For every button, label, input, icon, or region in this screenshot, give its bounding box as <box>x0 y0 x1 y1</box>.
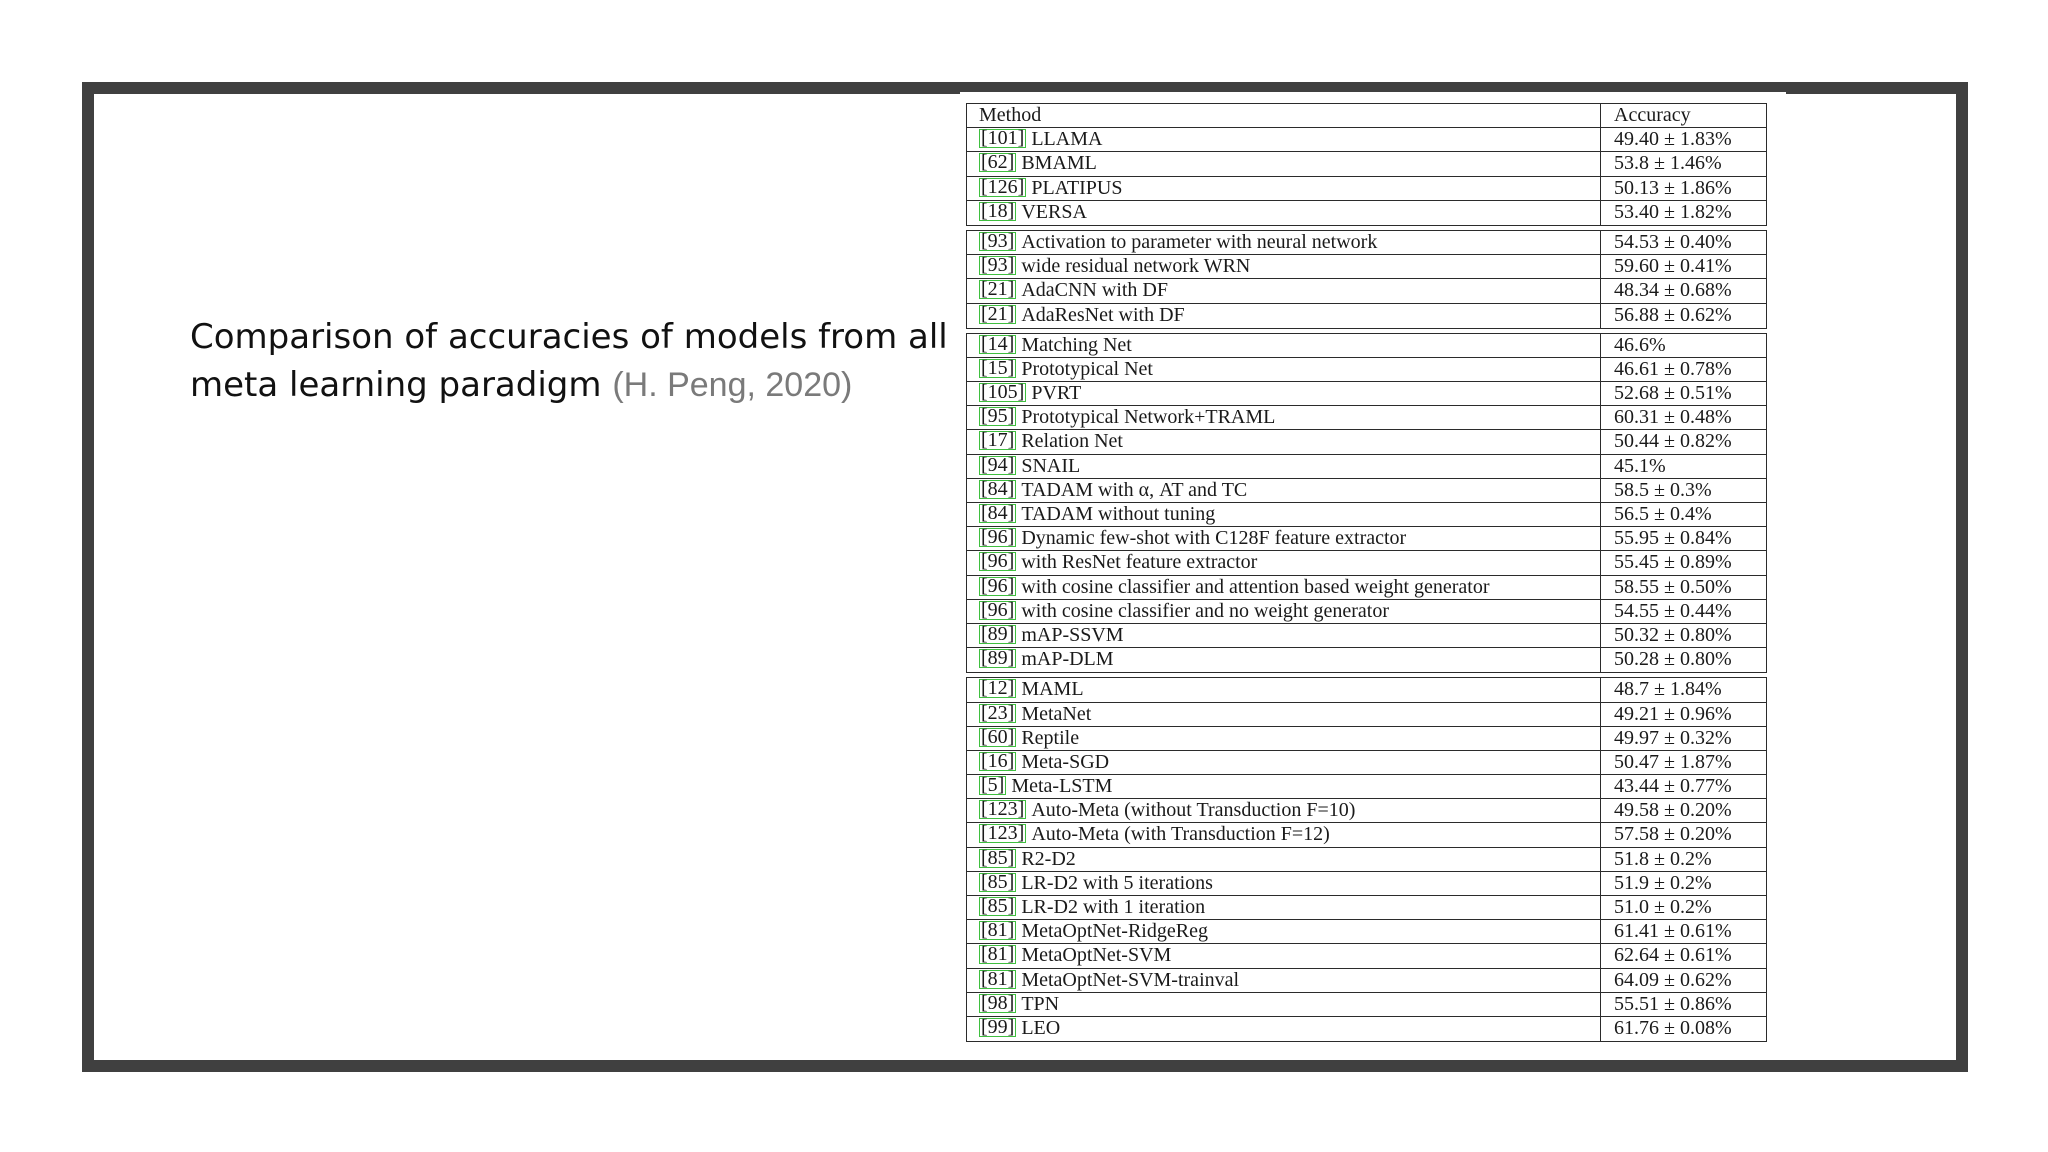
table-row <box>967 358 1766 382</box>
method-cell <box>967 576 1601 599</box>
citation-link[interactable]: [12] <box>981 678 1015 700</box>
method-name: AdaResNet with DF <box>1021 303 1185 326</box>
accuracy-cell: 55.45 ± 0.89% <box>1614 551 1732 574</box>
method-cell <box>967 201 1601 225</box>
table-row <box>967 334 1766 358</box>
table-row <box>967 703 1766 727</box>
table-row <box>967 231 1766 255</box>
method-name: VERSA <box>1021 200 1087 223</box>
method-name: TPN <box>1021 992 1060 1015</box>
table-row <box>967 430 1766 454</box>
method-cell <box>967 751 1601 774</box>
table-row <box>967 799 1766 823</box>
table-row <box>967 896 1766 920</box>
method-cell <box>967 551 1601 574</box>
method-cell <box>967 944 1601 967</box>
method-cell <box>967 823 1601 846</box>
citation-link[interactable]: [84] <box>981 503 1015 524</box>
method-cell <box>967 406 1601 429</box>
method-name: Matching Net <box>1021 333 1132 356</box>
method-name: PVRT <box>1031 382 1082 405</box>
table-row <box>967 648 1766 672</box>
table-row <box>967 751 1766 775</box>
accuracy-cell: 59.60 ± 0.41% <box>1614 255 1732 278</box>
citation-link[interactable]: [23] <box>981 702 1015 724</box>
table-group <box>966 333 1767 674</box>
citation-link[interactable]: [16] <box>981 750 1015 772</box>
citation-link[interactable]: [85] <box>981 847 1015 869</box>
table-row <box>967 406 1766 430</box>
method-cell <box>967 503 1601 526</box>
accuracy-cell: 50.28 ± 0.80% <box>1614 648 1732 671</box>
method-cell <box>967 872 1601 895</box>
citation-link[interactable]: [93] <box>981 230 1015 252</box>
citation-link[interactable]: [123] <box>981 823 1025 845</box>
accuracy-cell: 51.8 ± 0.2% <box>1614 847 1712 870</box>
table-row <box>967 382 1766 406</box>
accuracy-cell: 54.53 ± 0.40% <box>1614 230 1732 253</box>
table-row <box>967 920 1766 944</box>
accuracy-cell: 51.0 ± 0.2% <box>1614 896 1712 918</box>
citation-link[interactable]: [85] <box>981 896 1015 917</box>
table-row <box>967 201 1766 225</box>
table-row <box>967 600 1766 624</box>
table-row <box>967 479 1766 503</box>
accuracy-cell: 61.76 ± 0.08% <box>1614 1016 1732 1039</box>
accuracy-cell: 46.61 ± 0.78% <box>1614 357 1732 380</box>
table-header-block <box>966 103 1767 226</box>
citation-link[interactable]: [21] <box>981 279 1015 301</box>
accuracy-cell: 48.7 ± 1.84% <box>1614 678 1722 701</box>
method-name: Reptile <box>1021 726 1080 749</box>
method-name: LEO <box>1021 1016 1061 1039</box>
citation-link[interactable]: [14] <box>981 333 1015 355</box>
table-row <box>967 823 1766 847</box>
citation-link[interactable]: [96] <box>981 551 1015 573</box>
table-row <box>967 727 1766 751</box>
method-name: TADAM without tuning <box>1021 503 1216 525</box>
citation-link[interactable]: [89] <box>981 623 1015 645</box>
method-cell <box>967 703 1601 726</box>
table-row <box>967 944 1766 968</box>
method-cell <box>967 231 1601 254</box>
method-cell <box>967 479 1601 502</box>
slide-caption <box>190 313 950 409</box>
table-row <box>967 177 1766 201</box>
accuracy-cell: 43.44 ± 0.77% <box>1614 775 1732 798</box>
accuracy-cell: 62.64 ± 0.61% <box>1614 944 1732 967</box>
table-row <box>967 279 1766 303</box>
accuracy-cell: 49.40 ± 1.83% <box>1614 128 1732 151</box>
table-group <box>966 677 1767 1042</box>
method-cell <box>967 600 1601 623</box>
table-row <box>967 678 1766 702</box>
accuracy-cell: 60.31 ± 0.48% <box>1614 406 1732 429</box>
table-row <box>967 503 1766 527</box>
table-row <box>967 993 1766 1017</box>
method-cell <box>967 775 1601 798</box>
method-name: Activation to parameter with neural network <box>1021 230 1378 253</box>
method-name: R2-D2 <box>1021 847 1076 870</box>
accuracy-cell: 53.40 ± 1.82% <box>1614 200 1732 223</box>
method-name: MetaOptNet-SVM <box>1021 944 1172 967</box>
table-group <box>966 230 1767 329</box>
method-name: PLATIPUS <box>1031 176 1123 199</box>
method-cell <box>967 382 1601 405</box>
accuracy-cell: 49.58 ± 0.20% <box>1614 799 1732 822</box>
header-accuracy: Accuracy <box>1614 104 1691 126</box>
method-cell <box>967 1017 1601 1041</box>
accuracy-cell: 56.88 ± 0.62% <box>1614 303 1732 326</box>
accuracy-cell: 57.58 ± 0.20% <box>1614 823 1732 846</box>
method-name: wide residual network WRN <box>1021 255 1251 278</box>
caption-citation: (H. Peng, 2020) <box>612 366 853 404</box>
accuracy-cell: 64.09 ± 0.62% <box>1614 968 1732 991</box>
table-row <box>967 576 1766 600</box>
accuracy-cell: 54.55 ± 0.44% <box>1614 599 1732 622</box>
method-name: SNAIL <box>1021 454 1081 477</box>
method-cell <box>967 430 1601 453</box>
method-name: Prototypical Net <box>1021 357 1153 380</box>
citation-link[interactable]: [93] <box>981 255 1015 277</box>
table-row <box>967 255 1766 279</box>
method-cell <box>967 177 1601 200</box>
table-header-row <box>967 104 1766 128</box>
table-row <box>967 872 1766 896</box>
method-cell <box>967 128 1601 151</box>
method-name: LLAMA <box>1031 128 1103 151</box>
method-cell <box>967 993 1601 1016</box>
citation-link[interactable]: [84] <box>981 478 1015 500</box>
accuracy-cell: 48.34 ± 0.68% <box>1614 279 1732 302</box>
table-row <box>967 551 1766 575</box>
accuracy-table <box>960 92 1786 1046</box>
accuracy-cell: 58.5 ± 0.3% <box>1614 478 1712 501</box>
citation-link[interactable]: [95] <box>981 406 1015 428</box>
accuracy-cell: 55.51 ± 0.86% <box>1614 992 1732 1015</box>
accuracy-cell: 55.95 ± 0.84% <box>1614 527 1732 550</box>
method-cell <box>967 920 1601 943</box>
citation-link[interactable]: [81] <box>981 920 1015 942</box>
method-cell <box>967 848 1601 871</box>
method-cell <box>967 896 1601 919</box>
method-name: with cosine classifier and attention based weight generator <box>1021 575 1490 598</box>
citation-link[interactable]: [98] <box>981 992 1015 1014</box>
method-name: with ResNet feature extractor <box>1021 551 1258 574</box>
method-name: MetaNet <box>1021 702 1092 725</box>
accuracy-cell: 52.68 ± 0.51% <box>1614 382 1732 405</box>
table-row <box>967 304 1766 328</box>
header-method: Method <box>967 104 1601 127</box>
method-cell <box>967 648 1601 672</box>
method-name: Meta-LSTM <box>1011 775 1113 798</box>
method-cell <box>967 527 1601 550</box>
method-cell <box>967 358 1601 381</box>
citation-link[interactable]: [60] <box>981 726 1015 748</box>
table-row <box>967 969 1766 993</box>
citation-link[interactable]: [89] <box>981 648 1015 670</box>
method-cell <box>967 455 1601 478</box>
citation-link[interactable]: [17] <box>981 430 1015 452</box>
citation-link[interactable]: [5] <box>981 775 1005 797</box>
accuracy-cell: 53.8 ± 1.46% <box>1614 152 1722 175</box>
method-cell <box>967 624 1601 647</box>
method-name: AdaCNN with DF <box>1021 279 1168 302</box>
accuracy-cell: 50.32 ± 0.80% <box>1614 623 1732 646</box>
method-name: TADAM with α, AT and TC <box>1021 478 1248 501</box>
table-body <box>966 230 1786 1042</box>
accuracy-cell: 46.6% <box>1614 333 1666 356</box>
method-name: Prototypical Network+TRAML <box>1021 406 1276 429</box>
method-cell <box>967 304 1601 328</box>
accuracy-cell: 50.13 ± 1.86% <box>1614 176 1732 199</box>
method-name: MetaOptNet-SVM-trainval <box>1021 968 1240 991</box>
accuracy-cell: 50.47 ± 1.87% <box>1614 750 1732 773</box>
caption-text: Comparison of accuracies of models from all meta learning paradigm <box>190 317 948 405</box>
accuracy-cell: 49.21 ± 0.96% <box>1614 702 1732 725</box>
citation-link[interactable]: [85] <box>981 871 1015 893</box>
method-cell <box>967 152 1601 175</box>
citation-link[interactable]: [18] <box>981 200 1015 222</box>
accuracy-cell: 58.55 ± 0.50% <box>1614 575 1732 598</box>
table-row <box>967 848 1766 872</box>
method-name: BMAML <box>1021 152 1097 175</box>
method-name: with cosine classifier and no weight generator <box>1021 599 1389 622</box>
citation-link[interactable]: [96] <box>981 599 1015 621</box>
accuracy-cell: 56.5 ± 0.4% <box>1614 503 1712 525</box>
method-cell <box>967 727 1601 750</box>
citation-link[interactable]: [96] <box>981 527 1015 549</box>
method-name: Relation Net <box>1021 430 1123 453</box>
table-row <box>967 455 1766 479</box>
table-row <box>967 152 1766 176</box>
method-name: mAP-SSVM <box>1021 623 1124 646</box>
citation-link[interactable]: [15] <box>981 357 1015 379</box>
table-row <box>967 128 1766 152</box>
method-cell <box>967 255 1601 278</box>
citation-link[interactable]: [94] <box>981 454 1015 476</box>
method-cell <box>967 678 1601 701</box>
citation-link[interactable]: [126] <box>981 176 1025 198</box>
method-name: MAML <box>1021 678 1084 701</box>
citation-link[interactable]: [62] <box>981 152 1015 174</box>
accuracy-cell: 49.97 ± 0.32% <box>1614 726 1732 749</box>
method-cell <box>967 334 1601 357</box>
table-row <box>967 527 1766 551</box>
table-row <box>967 1017 1766 1041</box>
method-name: Meta-SGD <box>1021 750 1110 773</box>
citation-link[interactable]: [123] <box>981 799 1025 821</box>
method-name: mAP-DLM <box>1021 648 1114 671</box>
method-name: LR-D2 with 1 iteration <box>1021 896 1206 918</box>
method-name: LR-D2 with 5 iterations <box>1021 871 1213 894</box>
citation-link[interactable]: [101] <box>981 128 1025 150</box>
citation-link[interactable]: [105] <box>981 382 1025 404</box>
table-row <box>967 775 1766 799</box>
citation-link[interactable]: [99] <box>981 1016 1015 1038</box>
citation-link[interactable]: [81] <box>981 968 1015 990</box>
method-name: Auto-Meta (with Transduction F=12) <box>1031 823 1330 846</box>
citation-link[interactable]: [81] <box>981 944 1015 966</box>
citation-link[interactable]: [96] <box>981 575 1015 597</box>
accuracy-cell: 50.44 ± 0.82% <box>1614 430 1732 453</box>
accuracy-cell: 61.41 ± 0.61% <box>1614 920 1732 943</box>
method-cell <box>967 279 1601 302</box>
table-row <box>967 624 1766 648</box>
method-cell <box>967 799 1601 822</box>
accuracy-cell: 51.9 ± 0.2% <box>1614 871 1712 894</box>
method-name: Dynamic few-shot with C128F feature extractor <box>1021 527 1407 550</box>
citation-link[interactable]: [21] <box>981 303 1015 325</box>
accuracy-cell: 45.1% <box>1614 454 1666 477</box>
method-name: MetaOptNet-RidgeReg <box>1021 920 1208 943</box>
method-cell <box>967 969 1601 992</box>
method-name: Auto-Meta (without Transduction F=10) <box>1031 799 1356 822</box>
